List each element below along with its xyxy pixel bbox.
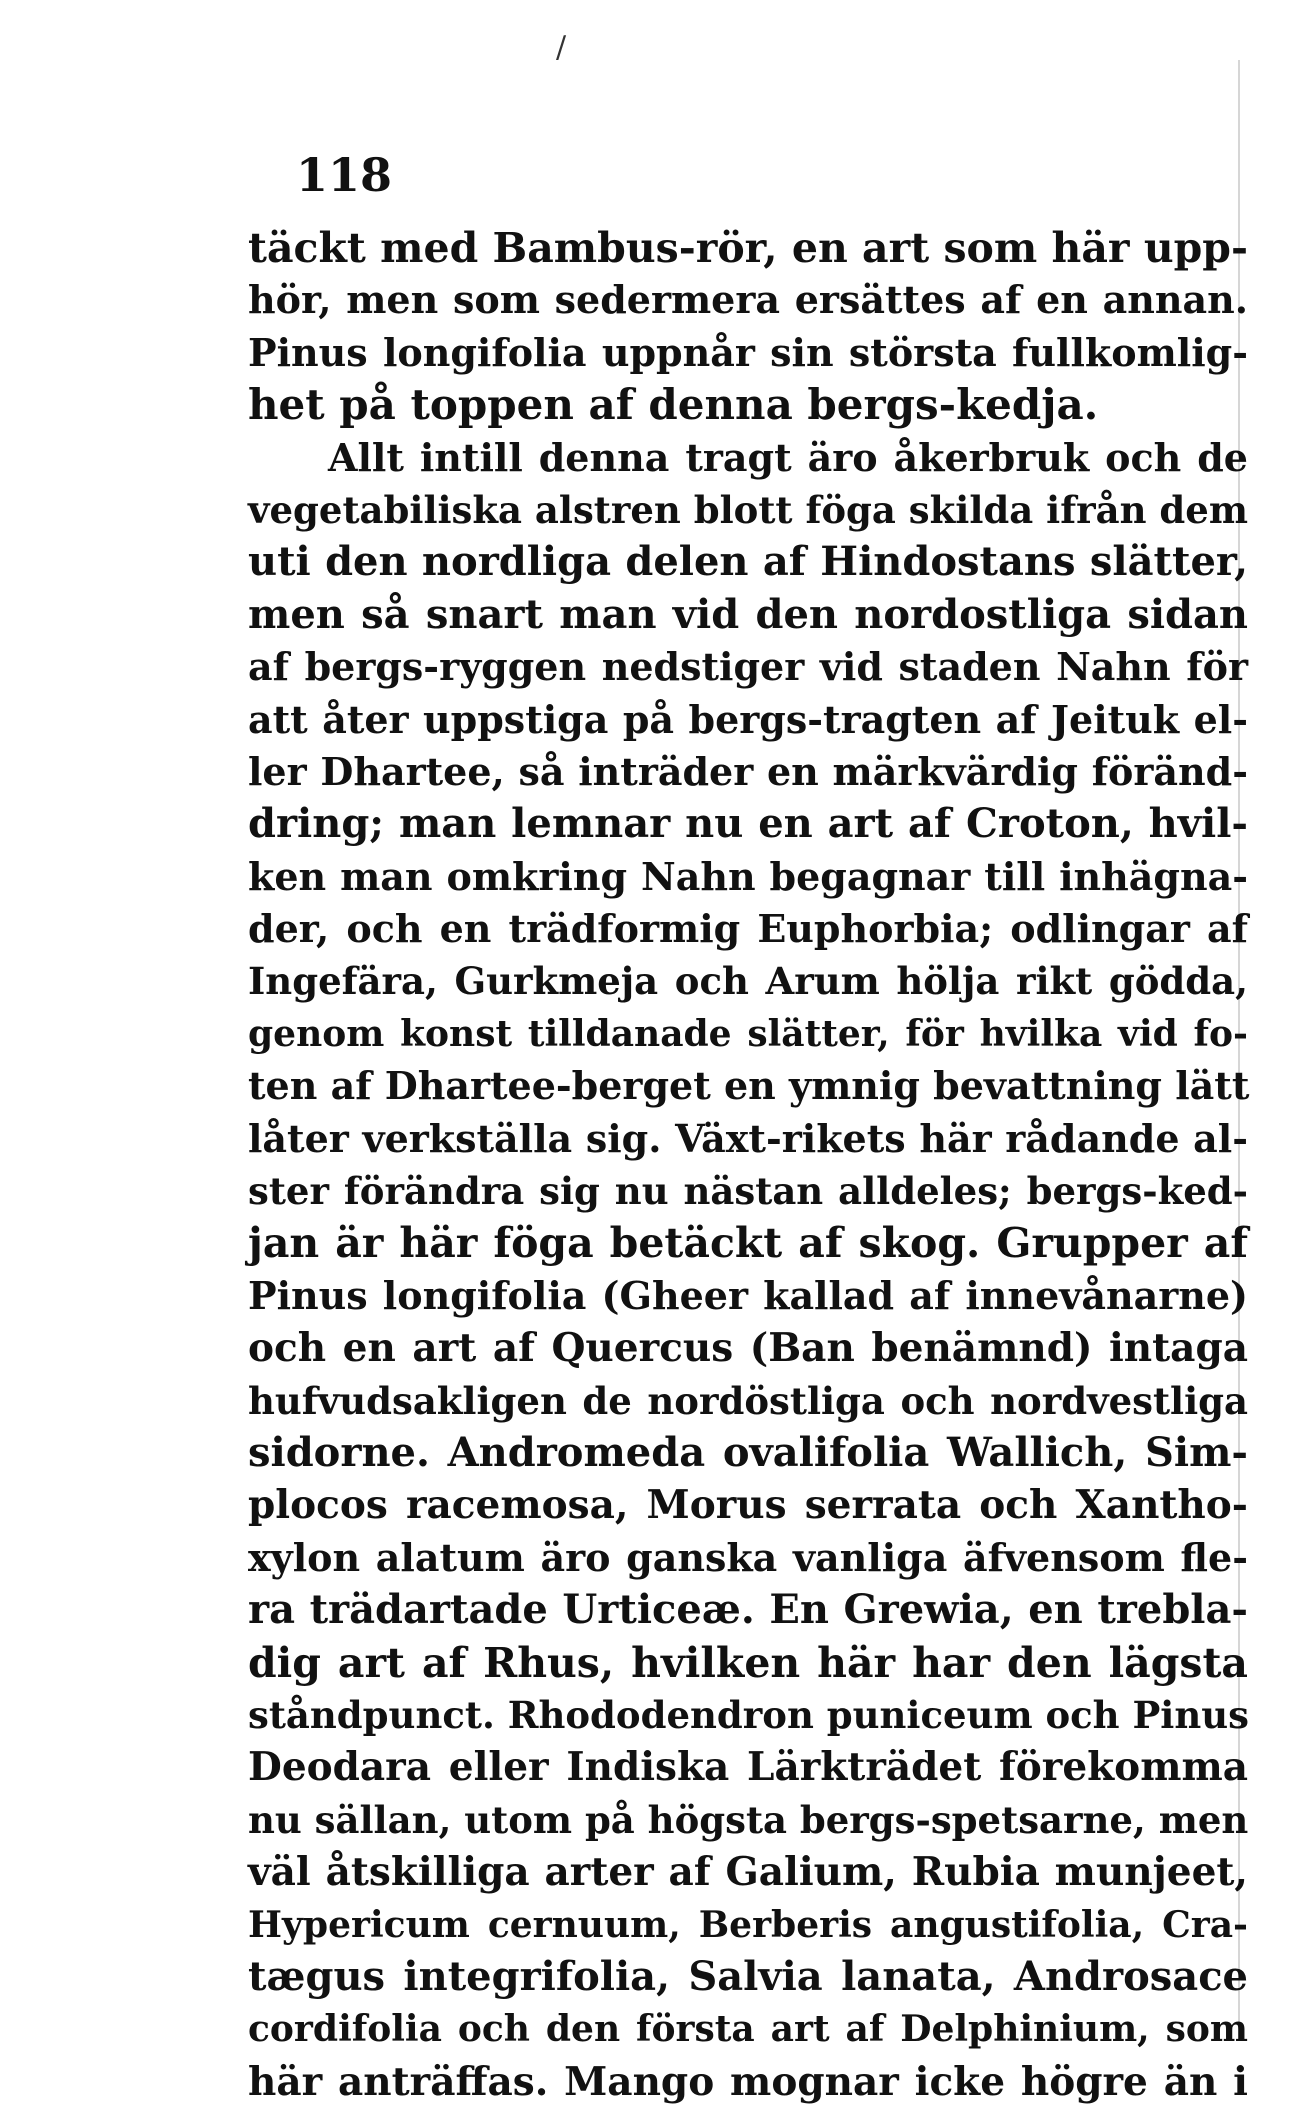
text-line: här anträffas. Mango mognar icke högre än i (248, 2058, 1248, 2105)
text-line: ståndpunct. Rhododendron puniceum och Pinus (248, 1692, 1249, 1737)
text-line: tægus integrifolia, Salvia lanata, Androsace (248, 1952, 1248, 2000)
text-line: nu sällan, utom på högsta bergs-spetsarne, men (248, 1797, 1249, 1842)
text-line: Pinus longifolia (Gheer kallad af innevånarne) (248, 1272, 1248, 1318)
text-line: hufvudsakligen de nordöstliga och nordvestliga (248, 1378, 1248, 1423)
text-line: dig art af Rhus, hvilken här har den lägsta (248, 1638, 1248, 1687)
text-line: ster förändra sig nu nästan alldeles; bergs-ked- (248, 1169, 1248, 1214)
text-line: ler Dhartee, så inträder en märkvärdig föränd- (248, 748, 1248, 794)
text-line: ra trädartade Urticeæ. En Grewia, en trebla- (248, 1586, 1248, 1634)
text-line: der, och en trädformig Euphorbia; odlingar af (248, 906, 1248, 952)
text-line: plocos racemosa, Morus serrata och Xantho- (248, 1482, 1248, 1529)
text-line: Ingefära, Gurkmeja och Arum hölja rikt gödda, (248, 959, 1248, 1004)
text-line: väl åtskilliga arter af Galium, Rubia munjeet, (248, 1849, 1248, 1896)
text-line: jan är här föga betäckt af skog. Grupper af (248, 1219, 1248, 1268)
text-line: xylon alatum äro ganska vanliga äfvensom fle- (248, 1534, 1248, 1580)
text-line: låter verkställa sig. Växt-rikets här rådande al- (248, 1115, 1248, 1161)
text-line: uti den nordliga delen af Hindostans slätter, (248, 538, 1248, 586)
text-line: Pinus longifolia uppnår sin största fullkomlig- (248, 329, 1248, 375)
page-number: 118 (296, 148, 393, 202)
text-line: dring; man lemnar nu en art af Croton, hvil- (248, 800, 1248, 848)
text-line: ken man omkring Nahn begagnar till inhägna- (248, 853, 1248, 899)
text-line: genom konst tilldanade slätter, för hvilka vid fo- (248, 1012, 1248, 1055)
text-line: cordifolia och den första art af Delphinium, som (248, 2008, 1248, 2051)
text-line: täckt med Bambus-rör, en art som här upp- (248, 224, 1248, 272)
text-line: Allt intill denna tragt äro åkerbruk och de (328, 434, 1248, 480)
text-line: het på toppen af denna bergs-kedja. (248, 380, 1099, 430)
text-line: hör, men som sedermera ersättes af en annan. (248, 277, 1248, 323)
body-text (248, 222, 1248, 2108)
header-mark: / (556, 30, 567, 65)
text-line: af bergs-ryggen nedstiger vid staden Nahn för (248, 644, 1248, 690)
text-line: ten af Dhartee-berget en ymnig bevattning lätt (248, 1063, 1250, 1109)
text-line: och en art af Quercus (Ban benämnd) intaga (248, 1325, 1248, 1372)
text-line: men så snart man vid den nordostliga sidan (248, 590, 1248, 638)
text-line: sidorne. Andromeda ovalifolia Wallich, Sim- (248, 1428, 1248, 1476)
text-line: Hypericum cernuum, Berberis angustifolia, Cra- (248, 1903, 1248, 1946)
text-line: Deodara eller Indiska Lärkträdet förekomma (248, 1744, 1248, 1791)
text-line: att åter uppstiga på bergs-tragten af Jeituk el- (248, 696, 1248, 742)
text-line: vegetabiliska alstren blott föga skilda ifrån dem (248, 487, 1248, 532)
